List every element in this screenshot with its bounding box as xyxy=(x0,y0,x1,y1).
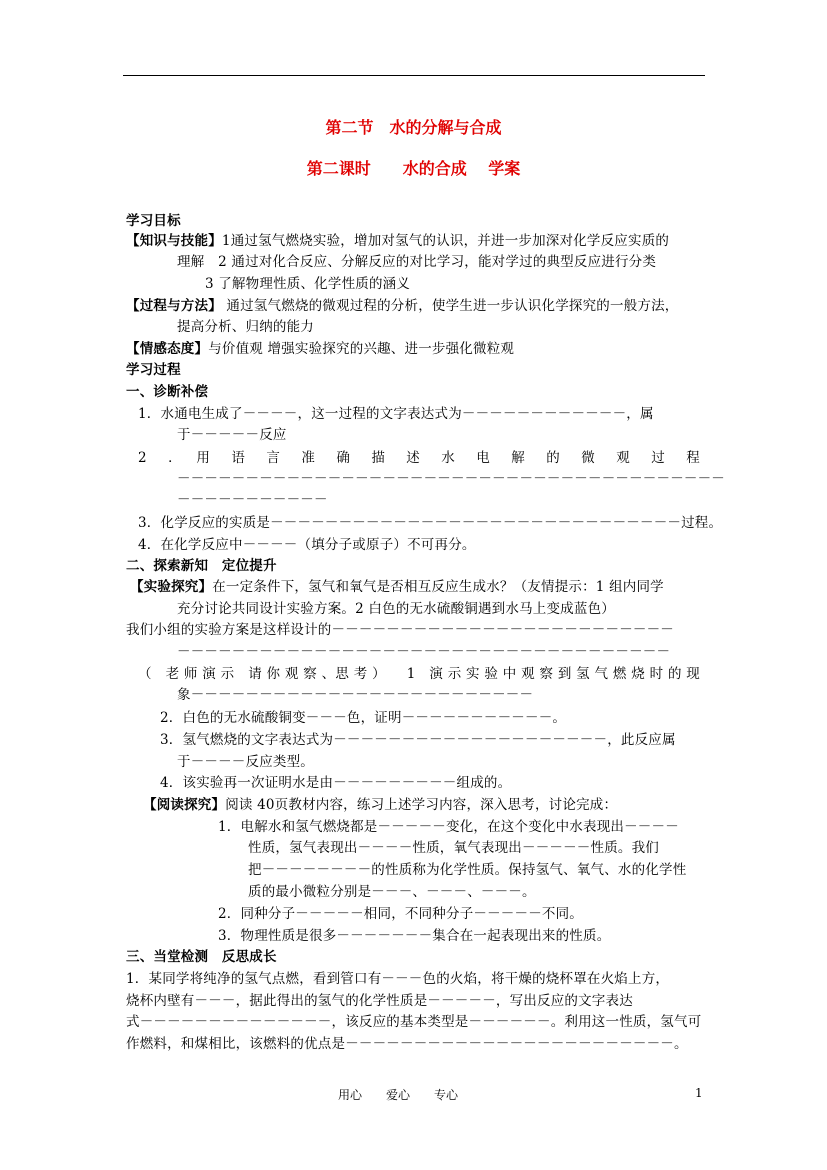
text-line: 3．氢气燃烧的文字表达式为－－－－－－－－－－－－－－－－－－－－，此反应属 xyxy=(160,732,676,748)
text-line: 作燃料，和煤相比，该燃料的优点是－－－－－－－－－－－－－－－－－－－－－－－－。 xyxy=(126,1036,688,1052)
text-line: 1．电解水和氢气燃烧都是－－－－－变化，在这个变化中水表现出－－－－ xyxy=(218,819,679,835)
section-heading: 一、诊断补偿 xyxy=(126,384,209,400)
page-number: 1 xyxy=(695,1086,703,1100)
section-heading: 三、当堂检测 反思成长 xyxy=(126,949,277,965)
header-rule xyxy=(123,75,705,76)
text-line: 充分讨论共同设计实验方案。2 白色的无水硫酸铜遇到水马上变成蓝色） xyxy=(177,601,615,617)
text-line: （ 老 师 演 示 请 你 观 察 、思 考 ） 1 演 示 实 验 中 观 察 到 氢 气 燃 烧 时 的 现 xyxy=(138,666,700,682)
bracket-label: 【知识与技能】 xyxy=(126,233,222,249)
text-line: 烧杯内壁有－－－，据此得出的氢气的化学性质是－－－－－，写出反应的文字表达 xyxy=(126,993,633,1009)
section-heading: 二、探索新知 定位提升 xyxy=(126,558,277,574)
page-title: 第二节 水的分解与合成 xyxy=(325,118,502,137)
text-line: 【过程与方法】 通过氢气燃烧的微观过程的分析，使学生进一步认识化学探究的一般方法， xyxy=(126,298,679,314)
text-line: 于－－－－反应类型。 xyxy=(177,754,314,770)
page-subtitle: 第二课时 水的合成 学案 xyxy=(306,159,521,178)
text-line: 2 ． 用 语 言 准 确 描 述 水 电 解 的 微 观 过 程 xyxy=(138,450,700,466)
text-line: 式－－－－－－－－－－－－－－，该反应的基本类型是－－－－－－。利用这一性质，氢气可 xyxy=(126,1014,702,1030)
text-line: －－－－－－－－－－－－－－－－－－－－－－－－－－－－－－－－－－－－ xyxy=(177,644,671,660)
text-line: 1．某同学将纯净的氢气点燃，看到管口有－－－色的火焰，将干燥的烧杯罩在火焰上方， xyxy=(126,971,670,987)
text-line: 于－－－－－反应 xyxy=(177,427,287,443)
section-heading: 学习过程 xyxy=(126,362,181,378)
text-line: 4．在化学反应中－－－－（填分子或原子）不可再分。 xyxy=(138,537,476,553)
text-line: 4．该实验再一次证明水是由－－－－－－－－－组成的。 xyxy=(160,775,512,791)
text-line: 【情感态度】与价值观 增强实验探究的兴趣、进一步强化微粒观 xyxy=(126,341,515,357)
bracket-label: 【情感态度】 xyxy=(126,341,209,357)
bracket-label: 【实验探究】 xyxy=(130,579,213,595)
text-line: 提高分析、归纳的能力 xyxy=(177,319,314,335)
text-line: 【阅读探究】阅读 40页教材内容，练习上述学习内容，深入思考，讨论完成： xyxy=(143,797,618,813)
text-line: 把－－－－－－－－的性质称为化学性质。保持氢气、氧气、水的化学性 xyxy=(248,862,687,878)
text-line: 象－－－－－－－－－－－－－－－－－－－－－－－－－ xyxy=(177,687,534,703)
section-heading: 学习目标 xyxy=(126,213,181,229)
text-line: 性质，氢气表现出－－－－性质，氧气表现出－－－－－性质。我们 xyxy=(248,840,659,856)
text-line: 质的最小微粒分别是－－－、－－－、－－－。 xyxy=(248,884,536,900)
text-line: 2．同种分子－－－－－相同，不同种分子－－－－－不同。 xyxy=(218,906,583,922)
text-line: 3 了解物理性质、化学性质的涵义 xyxy=(205,276,411,292)
text-line: 【知识与技能】1通过氢气燃烧实验，增加对氢气的认识，并进一步加深对化学反应实质的 xyxy=(126,233,670,249)
text-line: 2．白色的无水硫酸铜变－－－色，证明－－－－－－－－－－－。 xyxy=(160,710,567,726)
text-line: 1．水通电生成了－－－－，这一过程的文字表达式为－－－－－－－－－－－－，属 xyxy=(138,406,654,422)
text-line: 3．化学反应的实质是－－－－－－－－－－－－－－－－－－－－－－－－－－－－－－过程。 xyxy=(138,515,723,531)
bracket-label: 【阅读探究】 xyxy=(143,797,226,813)
text-line: 我们小组的实验方案是这样设计的－－－－－－－－－－－－－－－－－－－－－－－－－ xyxy=(126,622,674,638)
text-line: －－－－－－－－－－－ xyxy=(177,492,328,508)
text-line: 3．物理性质是很多－－－－－－－集合在一起表现出来的性质。 xyxy=(218,928,611,944)
text-line: 【实验探究】在一定条件下，氢气和氧气是否相互反应生成水？（友情提示：1 组内同学 xyxy=(130,579,664,595)
bracket-label: 【过程与方法】 xyxy=(126,298,222,314)
text-line: －－－－－－－－－－－－－－－－－－－－－－－－－－－－－－－－－－－－－－－－ xyxy=(177,471,725,487)
footer-motto: 用心 爱心 专心 xyxy=(338,1088,459,1102)
text-line: 理解 2 通过对化合反应、分解反应的对比学习，能对学过的典型反应进行分类 xyxy=(177,254,657,270)
